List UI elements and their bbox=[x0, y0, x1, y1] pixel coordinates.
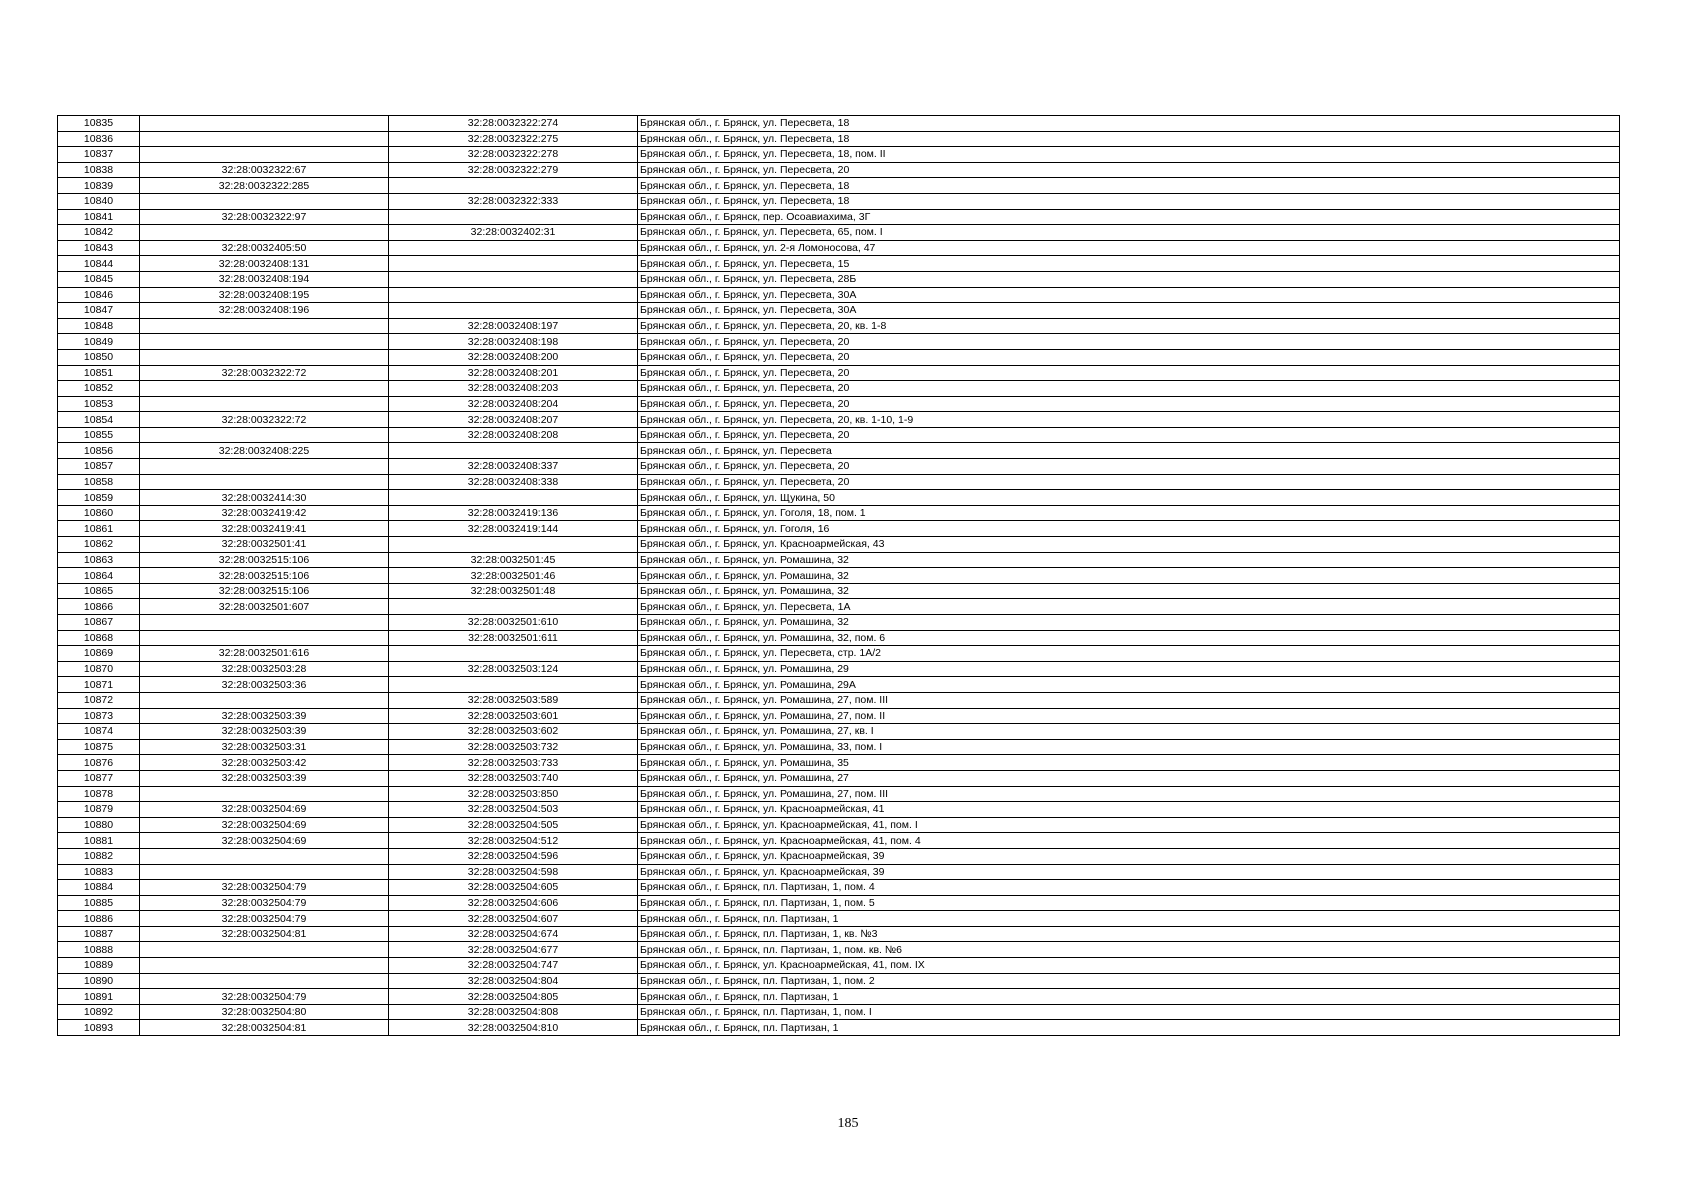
row-number-cell: 10859 bbox=[58, 490, 140, 506]
land-plot-number-cell: 32:28:0032504:80 bbox=[140, 1004, 389, 1020]
row-number-cell: 10837 bbox=[58, 147, 140, 163]
object-number-cell: 32:28:0032501:46 bbox=[389, 568, 638, 584]
land-plot-number-cell: 32:28:0032503:39 bbox=[140, 770, 389, 786]
object-number-cell: 32:28:0032504:810 bbox=[389, 1020, 638, 1036]
address-cell: Брянская обл., г. Брянск, ул. Ромашина, 27, пом. II bbox=[638, 708, 1620, 724]
row-number-cell: 10887 bbox=[58, 926, 140, 942]
land-plot-number-cell: 32:28:0032503:36 bbox=[140, 677, 389, 693]
table-row bbox=[58, 630, 1620, 646]
table-row bbox=[58, 786, 1620, 802]
row-number-cell: 10851 bbox=[58, 365, 140, 381]
table-row bbox=[58, 412, 1620, 428]
object-number-cell: 32:28:0032408:203 bbox=[389, 381, 638, 397]
object-number-cell bbox=[389, 677, 638, 693]
table-row bbox=[58, 162, 1620, 178]
object-number-cell: 32:28:0032504:677 bbox=[389, 942, 638, 958]
row-number-cell: 10890 bbox=[58, 973, 140, 989]
land-plot-number-cell: 32:28:0032408:196 bbox=[140, 303, 389, 319]
row-number-cell: 10858 bbox=[58, 474, 140, 490]
object-number-cell: 32:28:0032419:136 bbox=[389, 505, 638, 521]
land-plot-number-cell: 32:28:0032322:72 bbox=[140, 412, 389, 428]
row-number-cell: 10878 bbox=[58, 786, 140, 802]
table-row bbox=[58, 147, 1620, 163]
object-number-cell: 32:28:0032402:31 bbox=[389, 225, 638, 241]
land-plot-number-cell: 32:28:0032504:69 bbox=[140, 802, 389, 818]
table-body bbox=[58, 116, 1620, 1036]
row-number-cell: 10874 bbox=[58, 724, 140, 740]
land-plot-number-cell bbox=[140, 381, 389, 397]
land-plot-number-cell: 32:28:0032504:69 bbox=[140, 833, 389, 849]
land-plot-number-cell bbox=[140, 193, 389, 209]
land-plot-number-cell: 32:28:0032504:79 bbox=[140, 911, 389, 927]
land-plot-number-cell: 32:28:0032504:79 bbox=[140, 989, 389, 1005]
object-number-cell: 32:28:0032501:45 bbox=[389, 552, 638, 568]
address-cell: Брянская обл., г. Брянск, ул. Пересвета, 18, пом. II bbox=[638, 147, 1620, 163]
land-plot-number-cell: 32:28:0032504:81 bbox=[140, 926, 389, 942]
land-plot-number-cell: 32:28:0032515:106 bbox=[140, 583, 389, 599]
land-plot-number-cell: 32:28:0032408:195 bbox=[140, 287, 389, 303]
table-row bbox=[58, 755, 1620, 771]
row-number-cell: 10880 bbox=[58, 817, 140, 833]
table-row bbox=[58, 287, 1620, 303]
address-cell: Брянская обл., г. Брянск, ул. Пересвета, 18 bbox=[638, 193, 1620, 209]
address-cell: Брянская обл., г. Брянск, ул. Пересвета, 28Б bbox=[638, 271, 1620, 287]
land-plot-number-cell bbox=[140, 349, 389, 365]
land-plot-number-cell: 32:28:0032515:106 bbox=[140, 568, 389, 584]
land-plot-number-cell bbox=[140, 427, 389, 443]
address-cell: Брянская обл., г. Брянск, ул. Гоголя, 18, пом. 1 bbox=[638, 505, 1620, 521]
address-cell: Брянская обл., г. Брянск, ул. Пересвета, 30А bbox=[638, 287, 1620, 303]
address-cell: Брянская обл., г. Брянск, ул. Пересвета, 20, кв. 1-10, 1-9 bbox=[638, 412, 1620, 428]
address-cell: Брянская обл., г. Брянск, ул. Пересвета, 20 bbox=[638, 459, 1620, 475]
object-number-cell: 32:28:0032408:208 bbox=[389, 427, 638, 443]
row-number-cell: 10865 bbox=[58, 583, 140, 599]
row-number-cell: 10836 bbox=[58, 131, 140, 147]
object-number-cell bbox=[389, 178, 638, 194]
address-cell: Брянская обл., г. Брянск, ул. Красноармейская, 39 bbox=[638, 864, 1620, 880]
object-number-cell: 32:28:0032408:198 bbox=[389, 334, 638, 350]
object-number-cell: 32:28:0032503:589 bbox=[389, 692, 638, 708]
land-plot-number-cell: 32:28:0032408:131 bbox=[140, 256, 389, 272]
row-number-cell: 10835 bbox=[58, 116, 140, 132]
table-row bbox=[58, 318, 1620, 334]
land-plot-number-cell bbox=[140, 474, 389, 490]
table-row bbox=[58, 615, 1620, 631]
object-number-cell: 32:28:0032408:207 bbox=[389, 412, 638, 428]
table-row bbox=[58, 739, 1620, 755]
table-row bbox=[58, 443, 1620, 459]
land-plot-number-cell: 32:28:0032408:225 bbox=[140, 443, 389, 459]
table-row bbox=[58, 474, 1620, 490]
address-cell: Брянская обл., г. Брянск, ул. Красноармейская, 41, пом. I bbox=[638, 817, 1620, 833]
object-number-cell bbox=[389, 256, 638, 272]
table-row bbox=[58, 848, 1620, 864]
object-number-cell: 32:28:0032419:144 bbox=[389, 521, 638, 537]
table-row bbox=[58, 256, 1620, 272]
table-row bbox=[58, 646, 1620, 662]
land-plot-number-cell bbox=[140, 459, 389, 475]
land-plot-number-cell bbox=[140, 396, 389, 412]
row-number-cell: 10892 bbox=[58, 1004, 140, 1020]
address-cell: Брянская обл., г. Брянск, ул. Ромашина, 29 bbox=[638, 661, 1620, 677]
address-cell: Брянская обл., г. Брянск, пл. Партизан, 1 bbox=[638, 911, 1620, 927]
table-row bbox=[58, 552, 1620, 568]
table-row bbox=[58, 864, 1620, 880]
land-plot-number-cell: 32:28:0032501:607 bbox=[140, 599, 389, 615]
address-cell: Брянская обл., г. Брянск, ул. Красноармейская, 41 bbox=[638, 802, 1620, 818]
address-cell: Брянская обл., г. Брянск, ул. Ромашина, 32 bbox=[638, 568, 1620, 584]
row-number-cell: 10885 bbox=[58, 895, 140, 911]
land-plot-number-cell: 32:28:0032405:50 bbox=[140, 240, 389, 256]
object-number-cell bbox=[389, 490, 638, 506]
land-plot-number-cell bbox=[140, 630, 389, 646]
table-row bbox=[58, 599, 1620, 615]
land-plot-number-cell: 32:28:0032503:31 bbox=[140, 739, 389, 755]
row-number-cell: 10848 bbox=[58, 318, 140, 334]
row-number-cell: 10870 bbox=[58, 661, 140, 677]
row-number-cell: 10863 bbox=[58, 552, 140, 568]
table-row bbox=[58, 973, 1620, 989]
address-cell: Брянская обл., г. Брянск, ул. Гоголя, 16 bbox=[638, 521, 1620, 537]
object-number-cell: 32:28:0032504:804 bbox=[389, 973, 638, 989]
row-number-cell: 10839 bbox=[58, 178, 140, 194]
land-plot-number-cell bbox=[140, 225, 389, 241]
table-row bbox=[58, 131, 1620, 147]
land-plot-number-cell bbox=[140, 692, 389, 708]
row-number-cell: 10876 bbox=[58, 755, 140, 771]
address-cell: Брянская обл., г. Брянск, пер. Осоавиахима, 3Г bbox=[638, 209, 1620, 225]
table-row bbox=[58, 334, 1620, 350]
row-number-cell: 10875 bbox=[58, 739, 140, 755]
object-number-cell: 32:28:0032504:605 bbox=[389, 880, 638, 896]
land-plot-number-cell: 32:28:0032322:72 bbox=[140, 365, 389, 381]
object-number-cell: 32:28:0032408:201 bbox=[389, 365, 638, 381]
land-plot-number-cell: 32:28:0032322:67 bbox=[140, 162, 389, 178]
land-plot-number-cell: 32:28:0032503:39 bbox=[140, 724, 389, 740]
address-cell: Брянская обл., г. Брянск, ул. Пересвета, 18 bbox=[638, 178, 1620, 194]
table-row bbox=[58, 677, 1620, 693]
land-plot-number-cell: 32:28:0032515:106 bbox=[140, 552, 389, 568]
object-number-cell: 32:28:0032504:503 bbox=[389, 802, 638, 818]
address-cell: Брянская обл., г. Брянск, ул. Ромашина, 27 bbox=[638, 770, 1620, 786]
table-row bbox=[58, 926, 1620, 942]
table-row bbox=[58, 271, 1620, 287]
object-number-cell: 32:28:0032504:747 bbox=[389, 958, 638, 974]
land-plot-number-cell: 32:28:0032503:28 bbox=[140, 661, 389, 677]
address-cell: Брянская обл., г. Брянск, ул. Красноармейская, 41, пом. 4 bbox=[638, 833, 1620, 849]
land-plot-number-cell: 32:28:0032501:616 bbox=[140, 646, 389, 662]
address-cell: Брянская обл., г. Брянск, ул. Пересвета, 20 bbox=[638, 381, 1620, 397]
land-plot-number-cell: 32:28:0032322:285 bbox=[140, 178, 389, 194]
address-cell: Брянская обл., г. Брянск, ул. Красноармейская, 41, пом. IX bbox=[638, 958, 1620, 974]
object-number-cell: 32:28:0032504:505 bbox=[389, 817, 638, 833]
address-cell: Брянская обл., г. Брянск, ул. Красноармейская, 39 bbox=[638, 848, 1620, 864]
table-row bbox=[58, 911, 1620, 927]
table-row bbox=[58, 365, 1620, 381]
address-cell: Брянская обл., г. Брянск, ул. Пересвета, 20 bbox=[638, 396, 1620, 412]
table-row bbox=[58, 583, 1620, 599]
row-number-cell: 10843 bbox=[58, 240, 140, 256]
address-cell: Брянская обл., г. Брянск, пл. Партизан, 1, пом. кв. №6 bbox=[638, 942, 1620, 958]
table-row bbox=[58, 708, 1620, 724]
table-row bbox=[58, 505, 1620, 521]
object-number-cell: 32:28:0032503:602 bbox=[389, 724, 638, 740]
address-cell: Брянская обл., г. Брянск, ул. Пересвета, 15 bbox=[638, 256, 1620, 272]
address-cell: Брянская обл., г. Брянск, пл. Партизан, 1, пом. 4 bbox=[638, 880, 1620, 896]
table-row bbox=[58, 396, 1620, 412]
address-cell: Брянская обл., г. Брянск, ул. Ромашина, 32 bbox=[638, 615, 1620, 631]
land-plot-number-cell bbox=[140, 334, 389, 350]
address-cell: Брянская обл., г. Брянск, пл. Партизан, 1, пом. I bbox=[638, 1004, 1620, 1020]
row-number-cell: 10853 bbox=[58, 396, 140, 412]
row-number-cell: 10868 bbox=[58, 630, 140, 646]
land-plot-number-cell: 32:28:0032501:41 bbox=[140, 537, 389, 553]
object-number-cell bbox=[389, 271, 638, 287]
land-plot-number-cell bbox=[140, 958, 389, 974]
row-number-cell: 10860 bbox=[58, 505, 140, 521]
address-cell: Брянская обл., г. Брянск, пл. Партизан, 1, пом. 5 bbox=[638, 895, 1620, 911]
table-row bbox=[58, 661, 1620, 677]
address-cell: Брянская обл., г. Брянск, ул. Пересвета bbox=[638, 443, 1620, 459]
address-cell: Брянская обл., г. Брянск, ул. Пересвета, 18 bbox=[638, 116, 1620, 132]
object-number-cell bbox=[389, 240, 638, 256]
table-row bbox=[58, 209, 1620, 225]
object-number-cell bbox=[389, 646, 638, 662]
address-cell: Брянская обл., г. Брянск, ул. Ромашина, 32, пом. 6 bbox=[638, 630, 1620, 646]
object-number-cell: 32:28:0032408:337 bbox=[389, 459, 638, 475]
land-plot-number-cell: 32:28:0032504:79 bbox=[140, 880, 389, 896]
object-number-cell: 32:28:0032408:200 bbox=[389, 349, 638, 365]
land-plot-number-cell bbox=[140, 786, 389, 802]
object-number-cell: 32:28:0032504:607 bbox=[389, 911, 638, 927]
table-row bbox=[58, 521, 1620, 537]
row-number-cell: 10846 bbox=[58, 287, 140, 303]
address-cell: Брянская обл., г. Брянск, пл. Партизан, 1 bbox=[638, 1020, 1620, 1036]
address-cell: Брянская обл., г. Брянск, ул. Пересвета, 20 bbox=[638, 474, 1620, 490]
row-number-cell: 10872 bbox=[58, 692, 140, 708]
land-plot-number-cell: 32:28:0032322:97 bbox=[140, 209, 389, 225]
row-number-cell: 10856 bbox=[58, 443, 140, 459]
row-number-cell: 10869 bbox=[58, 646, 140, 662]
table-row bbox=[58, 381, 1620, 397]
object-number-cell: 32:28:0032322:275 bbox=[389, 131, 638, 147]
address-cell: Брянская обл., г. Брянск, ул. Ромашина, 35 bbox=[638, 755, 1620, 771]
land-plot-number-cell: 32:28:0032408:194 bbox=[140, 271, 389, 287]
land-plot-number-cell bbox=[140, 318, 389, 334]
object-number-cell: 32:28:0032503:124 bbox=[389, 661, 638, 677]
table-row bbox=[58, 225, 1620, 241]
object-number-cell: 32:28:0032501:48 bbox=[389, 583, 638, 599]
row-number-cell: 10838 bbox=[58, 162, 140, 178]
object-number-cell bbox=[389, 287, 638, 303]
object-number-cell: 32:28:0032408:204 bbox=[389, 396, 638, 412]
row-number-cell: 10882 bbox=[58, 848, 140, 864]
object-number-cell: 32:28:0032504:674 bbox=[389, 926, 638, 942]
land-plot-number-cell bbox=[140, 131, 389, 147]
address-cell: Брянская обл., г. Брянск, ул. Щукина, 50 bbox=[638, 490, 1620, 506]
row-number-cell: 10862 bbox=[58, 537, 140, 553]
table-row bbox=[58, 724, 1620, 740]
object-number-cell: 32:28:0032503:740 bbox=[389, 770, 638, 786]
object-number-cell: 32:28:0032322:333 bbox=[389, 193, 638, 209]
address-cell: Брянская обл., г. Брянск, ул. Ромашина, 27, кв. I bbox=[638, 724, 1620, 740]
land-plot-number-cell: 32:28:0032503:39 bbox=[140, 708, 389, 724]
object-number-cell: 32:28:0032504:805 bbox=[389, 989, 638, 1005]
object-number-cell: 32:28:0032322:274 bbox=[389, 116, 638, 132]
row-number-cell: 10886 bbox=[58, 911, 140, 927]
table-row bbox=[58, 880, 1620, 896]
land-plot-number-cell bbox=[140, 973, 389, 989]
object-number-cell: 32:28:0032504:606 bbox=[389, 895, 638, 911]
row-number-cell: 10873 bbox=[58, 708, 140, 724]
row-number-cell: 10854 bbox=[58, 412, 140, 428]
address-cell: Брянская обл., г. Брянск, ул. Ромашина, 32 bbox=[638, 583, 1620, 599]
object-number-cell: 32:28:0032501:611 bbox=[389, 630, 638, 646]
table-row bbox=[58, 770, 1620, 786]
address-cell: Брянская обл., г. Брянск, ул. Пересвета, 30А bbox=[638, 303, 1620, 319]
table-row bbox=[58, 459, 1620, 475]
object-number-cell bbox=[389, 303, 638, 319]
table-row bbox=[58, 240, 1620, 256]
object-number-cell: 32:28:0032322:278 bbox=[389, 147, 638, 163]
table-row bbox=[58, 817, 1620, 833]
address-cell: Брянская обл., г. Брянск, пл. Партизан, 1, кв. №3 bbox=[638, 926, 1620, 942]
address-cell: Брянская обл., г. Брянск, ул. Пересвета, стр. 1А/2 bbox=[638, 646, 1620, 662]
table-row bbox=[58, 490, 1620, 506]
object-number-cell: 32:28:0032504:512 bbox=[389, 833, 638, 849]
table-row bbox=[58, 895, 1620, 911]
table-row bbox=[58, 427, 1620, 443]
object-number-cell bbox=[389, 537, 638, 553]
object-number-cell: 32:28:0032322:279 bbox=[389, 162, 638, 178]
row-number-cell: 10842 bbox=[58, 225, 140, 241]
address-cell: Брянская обл., г. Брянск, ул. Ромашина, 32 bbox=[638, 552, 1620, 568]
row-number-cell: 10889 bbox=[58, 958, 140, 974]
cadastral-table bbox=[57, 115, 1620, 1036]
address-cell: Брянская обл., г. Брянск, пл. Партизан, 1 bbox=[638, 989, 1620, 1005]
land-plot-number-cell bbox=[140, 864, 389, 880]
row-number-cell: 10850 bbox=[58, 349, 140, 365]
row-number-cell: 10879 bbox=[58, 802, 140, 818]
land-plot-number-cell: 32:28:0032414:30 bbox=[140, 490, 389, 506]
land-plot-number-cell: 32:28:0032504:79 bbox=[140, 895, 389, 911]
table-row bbox=[58, 178, 1620, 194]
row-number-cell: 10845 bbox=[58, 271, 140, 287]
row-number-cell: 10852 bbox=[58, 381, 140, 397]
row-number-cell: 10857 bbox=[58, 459, 140, 475]
row-number-cell: 10888 bbox=[58, 942, 140, 958]
row-number-cell: 10891 bbox=[58, 989, 140, 1005]
table-row bbox=[58, 989, 1620, 1005]
address-cell: Брянская обл., г. Брянск, ул. Красноармейская, 43 bbox=[638, 537, 1620, 553]
object-number-cell: 32:28:0032504:598 bbox=[389, 864, 638, 880]
row-number-cell: 10844 bbox=[58, 256, 140, 272]
land-plot-number-cell bbox=[140, 942, 389, 958]
table-row bbox=[58, 833, 1620, 849]
object-number-cell: 32:28:0032501:610 bbox=[389, 615, 638, 631]
address-cell: Брянская обл., г. Брянск, ул. Пересвета, 1А bbox=[638, 599, 1620, 615]
address-cell: Брянская обл., г. Брянск, ул. 2-я Ломоносова, 47 bbox=[638, 240, 1620, 256]
table-row bbox=[58, 942, 1620, 958]
object-number-cell bbox=[389, 209, 638, 225]
row-number-cell: 10861 bbox=[58, 521, 140, 537]
land-plot-number-cell: 32:28:0032504:69 bbox=[140, 817, 389, 833]
table-row bbox=[58, 958, 1620, 974]
land-plot-number-cell bbox=[140, 147, 389, 163]
object-number-cell: 32:28:0032503:601 bbox=[389, 708, 638, 724]
address-cell: Брянская обл., г. Брянск, ул. Пересвета, 20 bbox=[638, 349, 1620, 365]
address-cell: Брянская обл., г. Брянск, ул. Ромашина, 27, пом. III bbox=[638, 692, 1620, 708]
table-row bbox=[58, 802, 1620, 818]
object-number-cell: 32:28:0032503:850 bbox=[389, 786, 638, 802]
land-plot-number-cell: 32:28:0032419:41 bbox=[140, 521, 389, 537]
object-number-cell: 32:28:0032503:732 bbox=[389, 739, 638, 755]
land-plot-number-cell bbox=[140, 848, 389, 864]
table-row bbox=[58, 1004, 1620, 1020]
address-cell: Брянская обл., г. Брянск, ул. Пересвета, 20 bbox=[638, 427, 1620, 443]
row-number-cell: 10864 bbox=[58, 568, 140, 584]
table-row bbox=[58, 303, 1620, 319]
object-number-cell bbox=[389, 443, 638, 459]
object-number-cell: 32:28:0032504:596 bbox=[389, 848, 638, 864]
address-cell: Брянская обл., г. Брянск, ул. Пересвета, 20 bbox=[638, 162, 1620, 178]
address-cell: Брянская обл., г. Брянск, ул. Пересвета, 65, пом. I bbox=[638, 225, 1620, 241]
address-cell: Брянская обл., г. Брянск, ул. Ромашина, 27, пом. III bbox=[638, 786, 1620, 802]
table-row bbox=[58, 692, 1620, 708]
row-number-cell: 10877 bbox=[58, 770, 140, 786]
row-number-cell: 10866 bbox=[58, 599, 140, 615]
table-row bbox=[58, 349, 1620, 365]
object-number-cell: 32:28:0032408:338 bbox=[389, 474, 638, 490]
address-cell: Брянская обл., г. Брянск, ул. Пересвета, 18 bbox=[638, 131, 1620, 147]
row-number-cell: 10867 bbox=[58, 615, 140, 631]
land-plot-number-cell: 32:28:0032504:81 bbox=[140, 1020, 389, 1036]
row-number-cell: 10881 bbox=[58, 833, 140, 849]
address-cell: Брянская обл., г. Брянск, ул. Ромашина, 33, пом. I bbox=[638, 739, 1620, 755]
land-plot-number-cell: 32:28:0032419:42 bbox=[140, 505, 389, 521]
land-plot-number-cell bbox=[140, 615, 389, 631]
row-number-cell: 10841 bbox=[58, 209, 140, 225]
table-row bbox=[58, 537, 1620, 553]
row-number-cell: 10884 bbox=[58, 880, 140, 896]
object-number-cell: 32:28:0032504:808 bbox=[389, 1004, 638, 1020]
address-cell: Брянская обл., г. Брянск, ул. Ромашина, 29А bbox=[638, 677, 1620, 693]
table-row bbox=[58, 116, 1620, 132]
page-number: 185 bbox=[837, 1116, 859, 1131]
row-number-cell: 10871 bbox=[58, 677, 140, 693]
table-row bbox=[58, 1020, 1620, 1036]
row-number-cell: 10855 bbox=[58, 427, 140, 443]
address-cell: Брянская обл., г. Брянск, ул. Пересвета, 20, кв. 1-8 bbox=[638, 318, 1620, 334]
row-number-cell: 10840 bbox=[58, 193, 140, 209]
object-number-cell: 32:28:0032503:733 bbox=[389, 755, 638, 771]
object-number-cell: 32:28:0032408:197 bbox=[389, 318, 638, 334]
address-cell: Брянская обл., г. Брянск, пл. Партизан, 1, пом. 2 bbox=[638, 973, 1620, 989]
address-cell: Брянская обл., г. Брянск, ул. Пересвета, 20 bbox=[638, 334, 1620, 350]
table-row bbox=[58, 568, 1620, 584]
address-cell: Брянская обл., г. Брянск, ул. Пересвета, 20 bbox=[638, 365, 1620, 381]
row-number-cell: 10849 bbox=[58, 334, 140, 350]
row-number-cell: 10883 bbox=[58, 864, 140, 880]
land-plot-number-cell bbox=[140, 116, 389, 132]
table-row bbox=[58, 193, 1620, 209]
land-plot-number-cell: 32:28:0032503:42 bbox=[140, 755, 389, 771]
row-number-cell: 10893 bbox=[58, 1020, 140, 1036]
object-number-cell bbox=[389, 599, 638, 615]
row-number-cell: 10847 bbox=[58, 303, 140, 319]
